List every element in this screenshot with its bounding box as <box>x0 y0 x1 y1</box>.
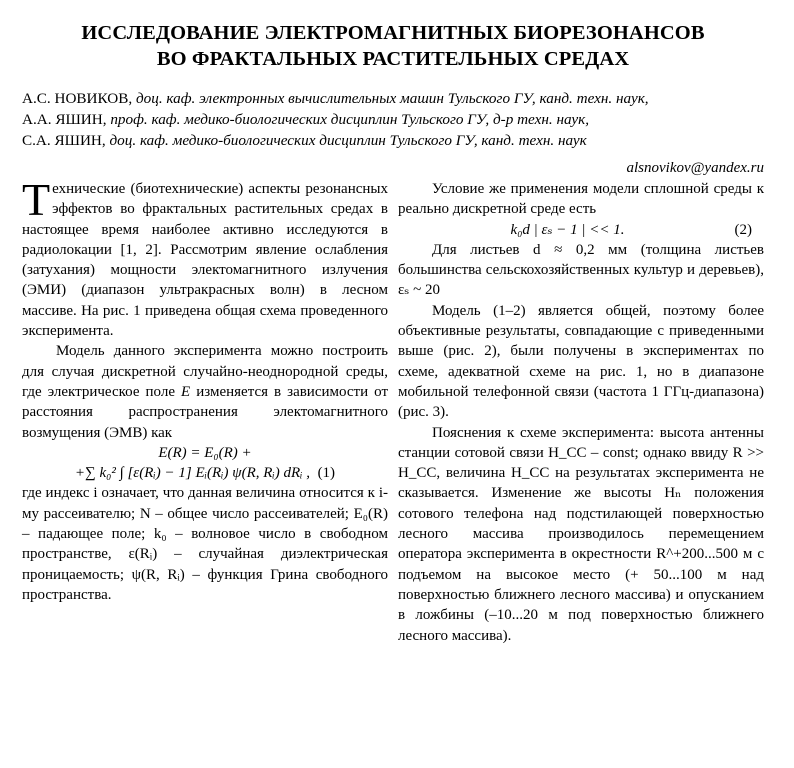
paragraph-intro: Технические (биотехнические) аспекты резонансных эффектов во фрактальных растительных средах в настоящее время наиболее активно исследуются в радиолокации [1, 2]. Рассмотрим явление ослабления (затухания) мощности электомагнитного излучения (ЭМИ) (диапазон ультракрасных волн) в лесном массиве. На рис. 1 приведена общая схема проведенного эксперимента. <box>22 174 388 340</box>
formula-number: (2) <box>734 221 752 238</box>
title-line-1: ИССЛЕДОВАНИЕ ЭЛЕКТРОМАГНИТНЫХ БИОРЕЗОНАНСОВ <box>81 22 705 44</box>
paragraph-results: Модель (1–2) является общей, поэтому более объективные результаты, совпадающие с приведенными выше (рис. 2), были получены в экспериментах по схеме, адекватной схеме на рис. 1, но в диапазоне мобильной телефонной связи (частота 1 ГГц-диапазона) (рис. 3). <box>398 302 764 421</box>
author-name: А.С. НОВИКОВ, <box>22 90 133 107</box>
formula-number: (1) <box>317 465 336 482</box>
formula-2: k₀d | εₛ − 1 | << 1. (2) <box>398 220 764 240</box>
title-line-2: ВО ФРАКТАЛЬНЫХ РАСТИТЕЛЬНЫХ СРЕДАХ <box>156 48 630 70</box>
formula-1-line-2: +∑ k₀² ∫ [ε(Rᵢ) − 1] Eᵢ(Rᵢ) ψ(R, Rᵢ) dRᵢ , (1) <box>74 465 336 482</box>
article-title <box>22 20 764 72</box>
author-email[interactable]: alsnovikov@yandex.ru <box>626 160 764 176</box>
body-columns <box>22 174 764 646</box>
author-line <box>22 130 764 151</box>
author-name: А.А. ЯШИН, <box>22 111 107 128</box>
author-affiliation: доц. каф. медико-биологических дисциплин Тульского ГУ, канд. техн. наук <box>109 132 587 149</box>
drop-cap: Т <box>22 174 51 225</box>
paragraph-model: Модель данного эксперимента можно построить для случая дискретной случайно-неоднородной среды, где электрическое поле E изменяется в зависимости от расстояния распространения электомагнитного возмущения (ЭМВ) как <box>22 343 389 441</box>
left-column <box>22 174 389 646</box>
paragraph-leaves: Для листьев d ≈ 0,2 мм (толщина листьев большинства сельскохозяйственных культур и деревьев), εₛ ~ 20 <box>398 241 764 299</box>
author-line <box>22 109 764 130</box>
formula-1-line-1: E(R) = E₀(R) + <box>158 444 252 461</box>
paragraph-explanation: Пояснения к схеме эксперимента: высота антенны станции сотовой связи H_CC – const; однако ввиду R >> H_CC, величина H_CC на результатах эксперимента не сказывается. Изменение же высоты Hₙ положения сотового телефона над подстилающей поверхностью лесного массива производилось перемещением оператора эксперимента в окрестности R^+200...500 м с подъемом на высокое место (+ 50...100 м над поверхностью ближнего лесного массива) и опусканием в ложбины (–10...20 м под поверхностью ближнего лесного массива). <box>398 424 764 644</box>
paragraph-condition: Условие же применения модели сплошной среды к реально дискретной среде есть <box>398 181 764 218</box>
paragraph-definitions: где индекс i означает, что данная величина относится к i-му рассеивателю; N – общее число рассеивателей; E₀(R) – падающее поле; k₀ – волновое число в свободном пространстве, ε(Rᵢ) – случайная диэлектрическая проницаемость; ψ(R, Rᵢ) – функция Грина свободного пространства. <box>22 485 388 603</box>
author-name: С.А. ЯШИН, <box>22 132 106 149</box>
author-line <box>22 88 764 109</box>
authors-block <box>22 88 764 151</box>
vector-e-symbol: E <box>181 383 191 400</box>
author-affiliation: доц. каф. электронных вычислительных машин Тульского ГУ, канд. техн. наук, <box>135 90 649 107</box>
right-column <box>398 179 764 646</box>
author-affiliation: проф. каф. медико-биологических дисциплин Тульского ГУ, д-р техн. наук, <box>110 111 590 128</box>
